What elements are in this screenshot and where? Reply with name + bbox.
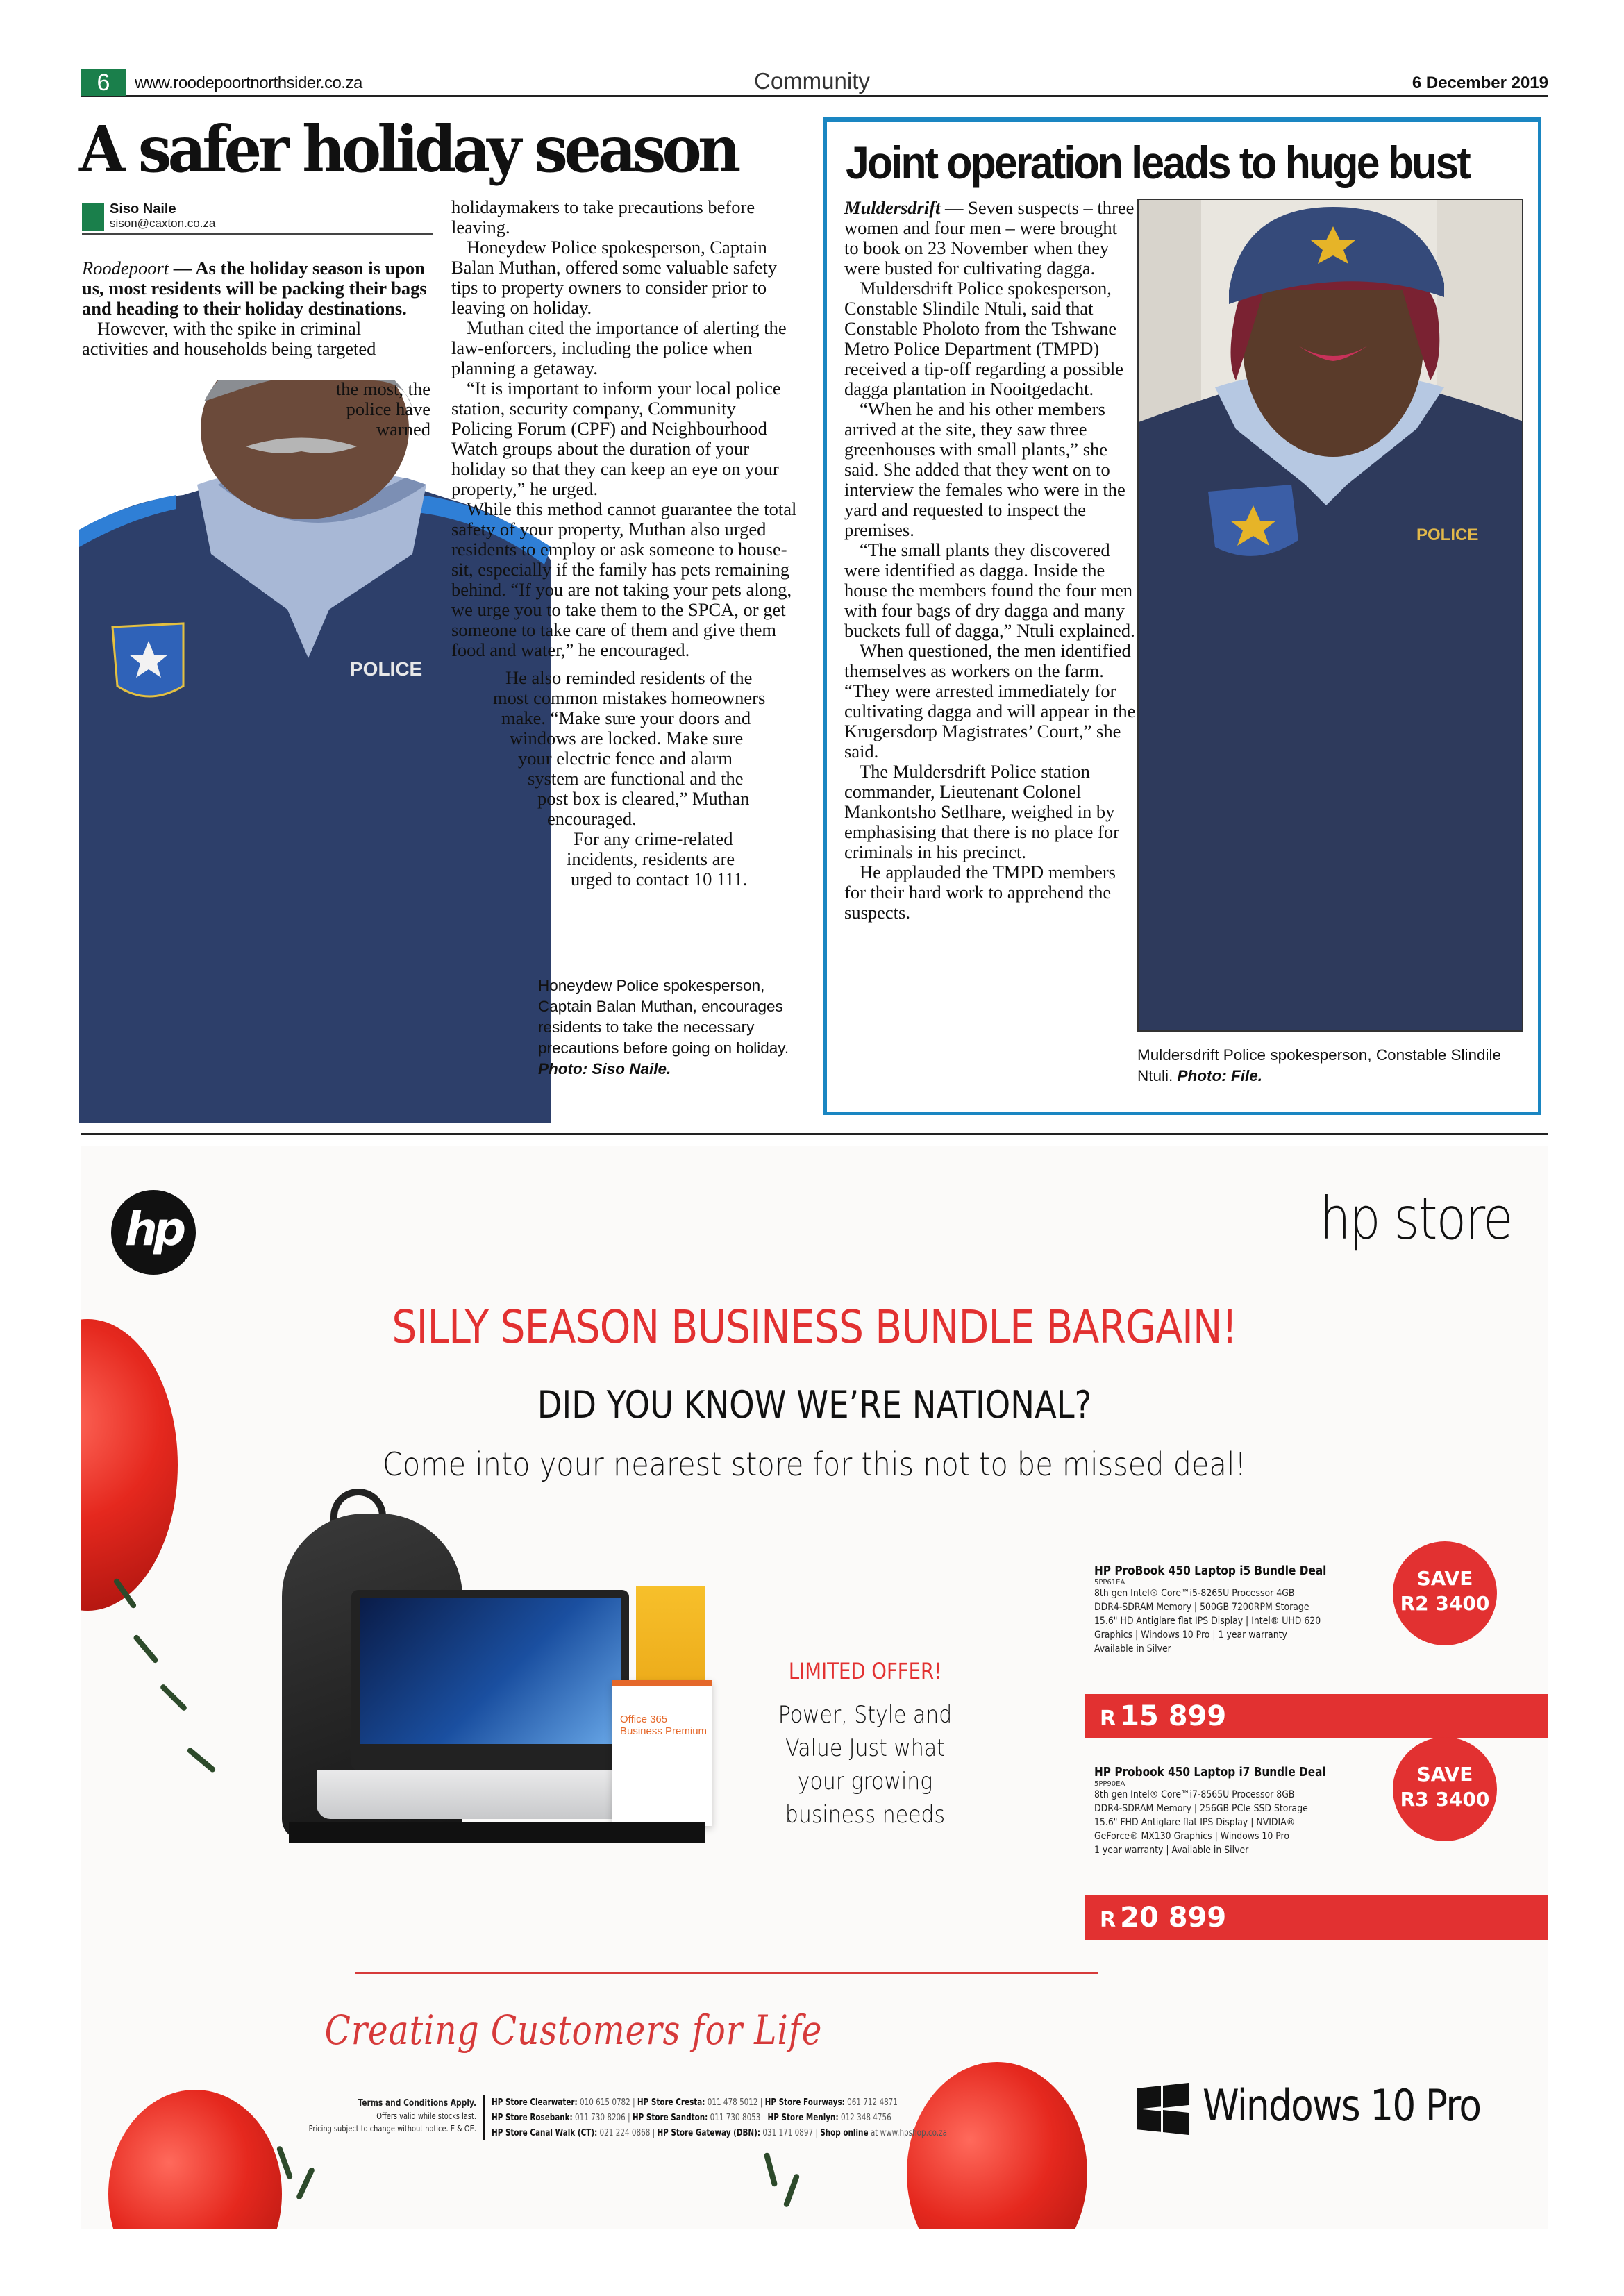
byline-email[interactable]: sison@caxton.co.za xyxy=(110,217,216,230)
photo-caption-left xyxy=(538,975,795,1080)
pine-leaf-icon xyxy=(159,1683,187,1711)
headline-joint-operation: Joint operation leads to huge bust xyxy=(846,137,1469,188)
article-left-wrap-text: the most, the police have warned xyxy=(335,378,430,439)
pine-leaf-icon xyxy=(783,2173,801,2208)
line: make. “Make sure your doors and xyxy=(501,707,751,728)
deal-title: HP ProBook 450 Laptop i5 Bundle Deal xyxy=(1094,1564,1327,1578)
currency: R xyxy=(1100,1908,1116,1932)
line: He also reminded residents of the xyxy=(505,667,753,688)
photo-credit: Photo: Siso Naile. xyxy=(538,1060,671,1078)
line: your electric fence and alarm xyxy=(518,748,733,769)
lead-paragraph: — As the holiday season is upon us, most residents will be packing their bags and heading to their holiday destinations. xyxy=(82,258,427,319)
currency: R xyxy=(1100,1707,1116,1731)
line: most common mistakes homeowners xyxy=(493,687,766,708)
pine-leaf-icon xyxy=(764,2152,778,2187)
svg-text:POLICE: POLICE xyxy=(1416,526,1479,544)
byline-marker xyxy=(82,203,104,231)
stores-divider xyxy=(483,2095,485,2140)
save-badge-i7: SAVE R3 3400 xyxy=(1393,1737,1497,1841)
paragraph: “When he and his other members arrived at the site, they saw three greenhouses with small plants,” she said. She added that they went on to interview the females who were in the yard and requested to inspect the premises. xyxy=(844,399,1125,540)
article-left-column-2 xyxy=(451,197,798,660)
lead-paragraph: — Seven suspects – three women and four men – were brought to book on 23 November when they were busted for cultivating dagga. xyxy=(844,197,1135,278)
terms-and-conditions: Terms and Conditions Apply. Offers valid while stocks last. Pricing subject to change without notice. E & OE. xyxy=(308,2098,476,2134)
laptop-icon xyxy=(351,1590,629,1770)
windows-logo-icon xyxy=(1137,2083,1189,2134)
divider-rule xyxy=(355,1972,1098,1974)
advert-title: SILLY SEASON BUSINESS BUNDLE BARGAIN! xyxy=(392,1300,1237,1354)
limited-offer-label: LIMITED OFFER! xyxy=(788,1658,942,1684)
caption-text: Honeydew Police spokesperson, Captain Balan Muthan, encourages residents to take the necessary precautions before going on holiday. xyxy=(538,977,789,1057)
headline-safer-holiday: A safer holiday season xyxy=(79,112,737,187)
paragraph: He applauded the TMPD members for their hard work to apprehend the suspects. xyxy=(844,862,1116,923)
store-directory xyxy=(492,2095,947,2141)
paragraph: While this method cannot guarantee the total safety of your property, Muthan also urged residents to employ or ask someone to house-sit, especially if the family has pets remaining behind. “If you are not taking your pets along, we urge you to take them to the SPCA, or get someone to take care of them and give them food and water,” he encouraged. xyxy=(451,498,797,660)
page-number: 6 xyxy=(81,69,126,96)
paragraph: The Muldersdrift Police station commander, Lieutenant Colonel Mankontsho Setlhare, weighed in by emphasising that there is no place for criminals in his precinct. xyxy=(844,761,1119,862)
office-box-icon: Office 365 Business Premium xyxy=(612,1680,712,1826)
paragraph: Honeydew Police spokesperson, Captain Balan Muthan, offered some valuable safety tips to property owners to consider prior to leaving on holiday. xyxy=(451,237,777,318)
byline xyxy=(82,201,433,235)
product-bundle-image xyxy=(199,1507,796,1868)
line: post box is cleared,” Muthan xyxy=(537,788,750,809)
slogan: Creating Customers for Life xyxy=(324,2006,823,2054)
windows-10-pro-label: Windows 10 Pro xyxy=(1203,2080,1481,2131)
christmas-bauble-icon xyxy=(907,2062,1087,2229)
shop-online-link[interactable]: Shop online xyxy=(820,2128,869,2138)
line: incidents, residents are xyxy=(567,848,735,869)
store-row: HP Store Canal Walk (CT): 021 224 0868 | HP Store Gateway (DBN): 031 171 0897 | Shop online at www.hpshop.co.za xyxy=(492,2128,947,2138)
shelf xyxy=(289,1822,705,1843)
deal-sku: 5PP61EA xyxy=(1094,1579,1125,1586)
dateline: Roodepoort xyxy=(82,258,169,278)
save-badge-i5: SAVE R2 3400 xyxy=(1393,1541,1497,1645)
paragraph: However, with the spike in criminal activities and households being targeted xyxy=(82,318,376,359)
price: 15 899 xyxy=(1120,1700,1227,1732)
line: system are functional and the xyxy=(528,768,744,789)
store-row: HP Store Clearwater: 010 615 0782 | HP Store Cresta: 011 478 5012 | HP Store Fourways: 061 712 4871 xyxy=(492,2097,898,2108)
section-name: Community xyxy=(754,68,870,94)
hp-logo: hp xyxy=(111,1190,196,1275)
pine-leaf-icon xyxy=(133,1634,159,1664)
price-bar-i7 xyxy=(1085,1895,1548,1940)
paragraph: Muldersdrift Police spokesperson, Constable Slindile Ntuli, said that Constable Pholoto from the Tshwane Metro Police Department (TMPD) received a tip-off regarding a possible dagga plantation in Nooitgedacht. xyxy=(844,278,1124,399)
line: urged to contact 10 111. xyxy=(571,869,748,889)
line: For any crime-related xyxy=(574,828,733,849)
page-separator xyxy=(81,1133,1548,1135)
photo-constable-ntuli xyxy=(1137,199,1523,1032)
paragraph: “The small plants they discovered were identified as dagga. Inside the house the members found the four men with four bags of dry dagga and many buckets full of dagga,” Ntuli explained. xyxy=(844,539,1135,641)
masthead xyxy=(81,68,1548,97)
deal-specs: 8th gen Intel® Core™i7-8565U Processor 8GB DDR4-SDRAM Memory | 256GB PCIe SSD Storage 15.6" FHD Antiglare flat IPS Display | NVIDIA® GeForce® MX130 Graphics | Windows 10 Pro 1 year warranty | Available in Silver xyxy=(1094,1789,1308,1856)
price-bar-i5 xyxy=(1085,1694,1548,1738)
caption-text: Muldersdrift Police spokesperson, Constable Slindile Ntuli. xyxy=(1137,1046,1502,1084)
paragraph: Muthan cited the importance of alerting the law-enforcers, including the police when planning a getaway. xyxy=(451,317,787,378)
photo-credit: Photo: File. xyxy=(1177,1067,1263,1084)
shop-online-url[interactable]: at www.hpshop.co.za xyxy=(870,2128,947,2138)
site-url[interactable]: www.roodepoortnorthsider.co.za xyxy=(135,74,362,92)
pine-leaf-icon xyxy=(296,2167,315,2201)
article-left-column-2-tail xyxy=(451,668,798,889)
store-row: HP Store Rosebank: 011 730 8206 | HP Store Sandton: 011 730 8053 | HP Store Menlyn: 012 348 4756 xyxy=(492,2113,891,2123)
deal-specs: 8th gen Intel® Core™i5-8265U Processor 4GB DDR4-SDRAM Memory | 500GB 7200RPM Storage 15.6" HD Antiglare flat IPS Display | Intel® UHD 620 Graphics | Windows 10 Pro | 1 year warranty Available in Silver xyxy=(1094,1588,1321,1654)
photo-caption-right xyxy=(1137,1045,1526,1087)
deal-title: HP Probook 450 Laptop i7 Bundle Deal xyxy=(1094,1765,1326,1779)
paragraph: When questioned, the men identified themselves as workers on the farm. “They were arrested immediately for cultivating dagga and will appear in the Krugersdorp Magistrates’ Court,” she said. xyxy=(844,640,1136,762)
issue-date: 6 December 2019 xyxy=(1412,74,1548,92)
article-right-column xyxy=(844,198,1136,923)
line: windows are locked. Make sure xyxy=(510,728,744,748)
advert-pitch: Power, Style and Value Just what your growing business needs xyxy=(778,1701,953,1829)
paragraph: “It is important to inform your local police station, security company, Community Policing Forum (CPF) and Neighbourhood Watch groups about the duration of your holiday so that they can keep an eye on your property,” he urged. xyxy=(451,378,781,499)
windows-screen xyxy=(360,1598,621,1744)
deal-sku: 5PP90EA xyxy=(1094,1780,1125,1788)
price: 20 899 xyxy=(1120,1902,1227,1934)
line: encouraged. xyxy=(547,808,637,829)
advert-subtitle: DID YOU KNOW WE’RE NATIONAL? xyxy=(537,1383,1092,1427)
hp-store-label: hp store xyxy=(1320,1184,1512,1252)
advert-tagline: Come into your nearest store for this not to be missed deal! xyxy=(383,1446,1246,1483)
dateline: Muldersdrift xyxy=(844,197,941,218)
svg-text:POLICE: POLICE xyxy=(350,658,423,680)
hp-store-advert[interactable] xyxy=(81,1146,1548,2229)
paragraph: holidaymakers to take precautions before leaving. xyxy=(451,196,755,237)
byline-name: Siso Naile xyxy=(110,201,176,217)
article-left-column-1 xyxy=(82,258,429,359)
